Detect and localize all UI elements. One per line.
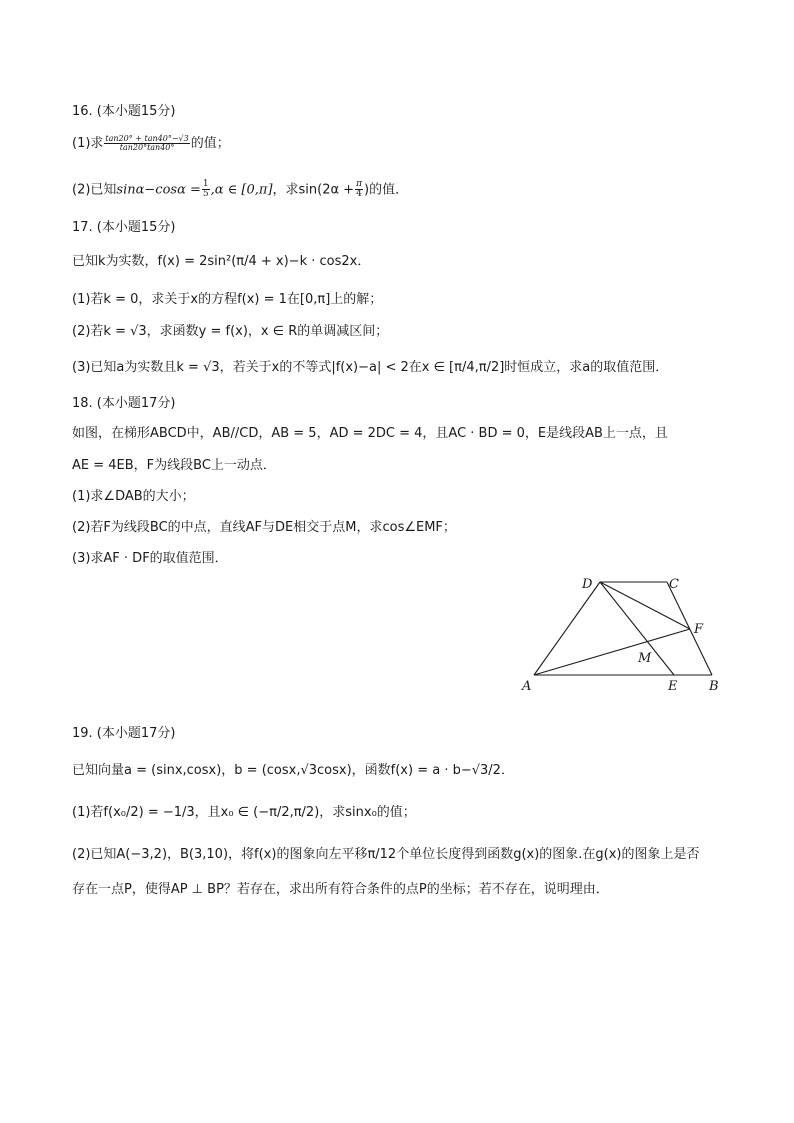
label-D: D	[582, 577, 593, 592]
q18-part3: (3)求AF · DF的取值范围．	[72, 551, 228, 566]
q16-part1	[72, 134, 230, 154]
q16-p1-prefix: (1)求	[72, 136, 104, 151]
q17-part1: (1)若k = 0，求关于x的方程f(x) = 1在[0,π]上的解；	[72, 292, 383, 307]
q18-intro-line2: AE = 4EB，F为线段BC上一动点．	[72, 458, 276, 473]
q16-p1-suffix: 的值；	[190, 136, 230, 151]
q18-intro-line1: 如图，在梯形ABCD中，AB//CD，AB = 5，AD = 2DC = 4，且AC · BD = 0，E是线段AB上一点，且	[72, 426, 668, 441]
label-C: C	[669, 577, 679, 592]
q18-header: 18. (本小题17分)	[72, 396, 176, 411]
q17-part3: (3)已知a为实数且k = √3，若关于x的不等式|f(x)−a| < 2在x ∈ [π/4,π/2]时恒成立，求a的取值范围．	[72, 360, 669, 375]
segment-DE	[600, 582, 674, 675]
trapezoid-diagram	[512, 570, 732, 700]
q16-part2: (2)已知sinα−cosα = $\frac{1}{5}$ ,α ∈ [0,π]，求sin(2α + $\frac{\pi}{4}$ )的值．	[72, 179, 409, 200]
label-E: E	[668, 679, 678, 694]
q18-part2: (2)若F为线段BC的中点，直线AF与DE相交于点M，求cos∠EMF；	[72, 520, 456, 535]
segment-AD	[534, 582, 600, 675]
q18-part1: (1)求∠DAB的大小；	[72, 489, 195, 504]
q17-intro: 已知k为实数，f(x) = 2sin²(π/4 + x)−k · cos2x．	[72, 254, 371, 269]
label-A: A	[522, 679, 532, 694]
segment-AF	[534, 629, 690, 675]
q17-part2: (2)若k = √3，求函数y = f(x)，x ∈ R的单调减区间；	[72, 324, 389, 339]
label-F: F	[694, 622, 704, 637]
q16-p1-fraction: $\frac{\tan 20^\circ + \tan 40^\circ-√3}{\tan 20^\circ\tan 40^\circ}$	[105, 133, 189, 152]
q19-part2-line2: 存在一点P，使得AP ⊥ BP？若存在，求出所有符合条件的点P的坐标；若不存在，说明理由．	[72, 882, 609, 897]
label-M: M	[638, 651, 652, 666]
q19-header: 19. (本小题17分)	[72, 726, 176, 741]
q19-intro: 已知向量a = (sinx,cosx)，b = (cosx,√3cosx)，函数f(x) = a · b−√3/2．	[72, 763, 514, 778]
q19-part1: (1)若f(x₀/2) = −1/3，且x₀ ∈ (−π/2,π/2)，求sinx₀的值；	[72, 805, 416, 820]
q16-header: 16. (本小题15分)	[72, 104, 176, 119]
q19-part2-line1: (2)已知A(−3,2)，B(3,10)，将f(x)的图象向左平移π/12个单位长度得到函数g(x)的图象.在g(x)的图象上是否	[72, 847, 700, 862]
label-B: B	[709, 679, 719, 694]
q17-header: 17. (本小题15分)	[72, 220, 176, 235]
